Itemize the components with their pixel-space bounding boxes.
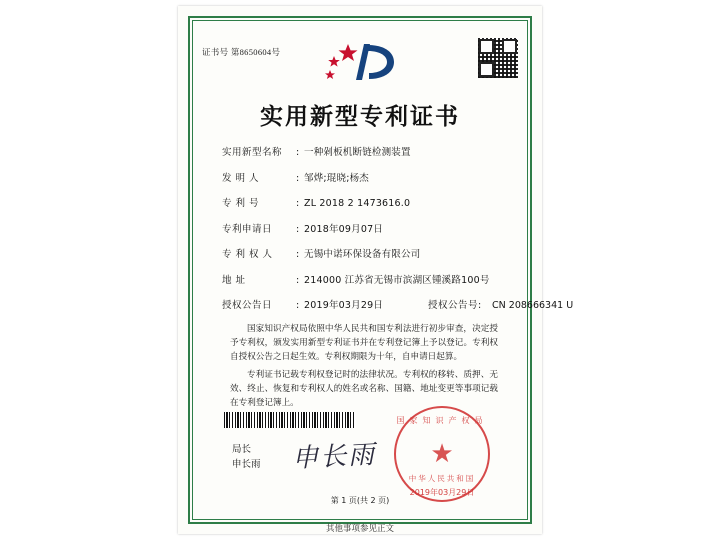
field-label: 授权公告日: [222, 300, 273, 311]
field-label: 发 明 人: [222, 172, 260, 184]
seal-date: 2019年03月29日: [409, 488, 475, 497]
signature-name: 申长雨: [232, 459, 261, 470]
field-colon: :: [296, 198, 300, 209]
certificate-content: [196, 24, 574, 516]
field-value-secondary: CN 208666341 U: [492, 300, 574, 311]
signature-handwriting: 申长雨: [291, 439, 377, 475]
signature-block: [232, 442, 261, 472]
document-footer-note: 其他事项参见正文: [325, 524, 394, 534]
page-title: 实用新型专利证书: [260, 104, 460, 130]
field-value: 2019年03月29日: [304, 300, 384, 311]
field-row-inventor: [222, 170, 504, 184]
field-colon: :: [296, 274, 300, 286]
certificate-body-text: [230, 322, 498, 414]
field-colon: :: [296, 172, 300, 184]
field-colon: :: [296, 147, 300, 158]
page-indicator: 第 1 页(共 2 页): [330, 496, 390, 505]
field-row-utility-model-name: [222, 144, 504, 158]
field-row-address: [222, 272, 504, 286]
field-label: 实用新型名称: [222, 147, 283, 158]
body-paragraph: 国家知识产权局依照中华人民共和国专利法进行初步审查，决定授予专利权，颁发实用新型专利证书并在专利登记簿上予以登记。专利权自授权公告之日起生效。专利权期限为十年，自申请日起算。: [230, 324, 498, 362]
field-value: 无锡中诺环保设备有限公司: [304, 249, 421, 260]
field-value: 邹烨;琨晓;杨杰: [304, 172, 370, 184]
field-row-patent-number: [222, 195, 504, 209]
field-colon: :: [296, 223, 300, 235]
field-label: 专利申请日: [222, 223, 273, 235]
field-label: 专 利 权 人: [222, 249, 273, 260]
field-colon: :: [478, 300, 482, 311]
field-value: 一种剁板机断链检测装置: [304, 147, 411, 158]
field-row-grant-announcement: [222, 297, 574, 311]
official-seal: [394, 406, 490, 502]
field-value: 2018年09月07日: [304, 223, 384, 235]
qr-code-icon: [478, 38, 518, 78]
barcode-icon: [224, 412, 356, 428]
star-icon: ★: [430, 439, 454, 468]
field-label: 专 利 号: [222, 198, 260, 209]
field-label-secondary: 授权公告号: [428, 300, 479, 311]
field-colon: :: [296, 249, 300, 260]
certificate-sheet: [178, 6, 574, 534]
seal-top-text: 国家知识产权局: [396, 416, 488, 425]
body-paragraph: 专利证书记载专利权登记时的法律状况。专利权的移转、质押、无效、终止、恢复和专利权人的姓名或名称、国籍、地址变更等事项记载在专利登记簿上。: [230, 370, 498, 408]
seal-bottom-text: 中华人民共和国: [408, 474, 476, 483]
field-value: ZL 2018 2 1473616.0: [304, 198, 411, 209]
field-label: 地 址: [222, 274, 246, 286]
field-row-patentee: [222, 246, 504, 260]
certificate-fields: [222, 144, 574, 323]
field-colon: :: [296, 300, 300, 311]
field-row-application-date: [222, 221, 504, 235]
cnipa-emblem-icon: [312, 34, 408, 92]
signature-role: 局长: [232, 444, 252, 455]
certificate-number: 证书号 第8650604号: [202, 47, 281, 57]
field-value: 214000 江苏省无锡市滨湖区锺溪路100号: [304, 274, 490, 286]
